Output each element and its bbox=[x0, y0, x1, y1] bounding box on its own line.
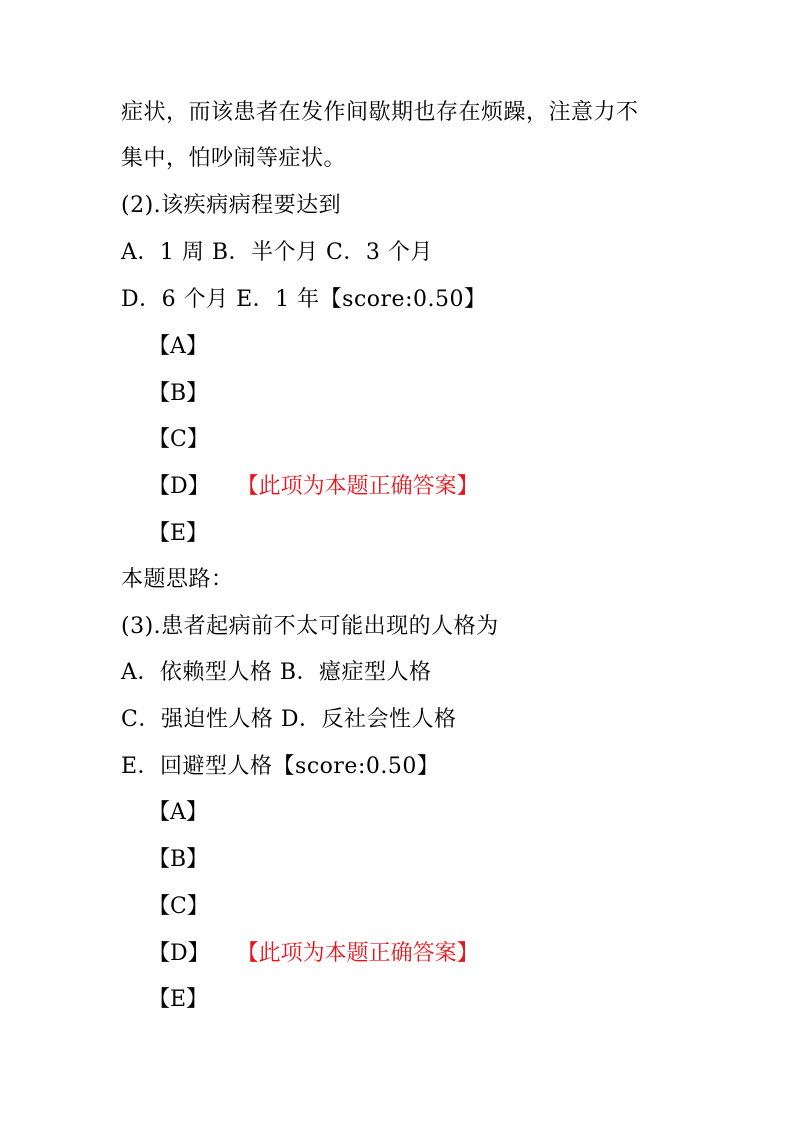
question-2-choice-e: 【E】 bbox=[148, 521, 209, 546]
question-2-choice-b: 【B】 bbox=[148, 381, 209, 406]
question-3-correct-marker: 【此项为本题正确答案】 bbox=[247, 941, 479, 966]
question-3-stem: (3).患者起病前不太可能出现的人格为 bbox=[121, 614, 499, 639]
question-3-options-line-2: C．强迫性人格 D．反社会性人格 bbox=[121, 707, 457, 732]
question-2-stem: (2).该疾病病程要达到 bbox=[121, 193, 342, 218]
question-3-options-line-3: E．回避型人格【score:0.50】 bbox=[121, 754, 440, 779]
question-3-choice-a: 【A】 bbox=[148, 800, 208, 825]
question-2-explanation-label: 本题思路： bbox=[121, 567, 234, 592]
question-2-options-line-1: A．1 周 B．半个月 C．3 个月 bbox=[121, 240, 433, 265]
question-2-correct-marker: 【此项为本题正确答案】 bbox=[247, 474, 479, 499]
question-2-choice-c: 【C】 bbox=[148, 427, 209, 452]
question-2-choice-a: 【A】 bbox=[148, 334, 208, 359]
question-3-choice-b: 【B】 bbox=[148, 847, 209, 872]
question-2-choice-d: 【D】 bbox=[148, 474, 210, 499]
question-2-options-line-2: D．6 个月 E．1 年【score:0.50】 bbox=[121, 287, 487, 312]
question-3-choice-e: 【E】 bbox=[148, 987, 209, 1012]
question-3-options-line-1: A．依赖型人格 B．癔症型人格 bbox=[121, 660, 432, 685]
question-3-choice-d: 【D】 bbox=[148, 941, 210, 966]
question-3-choice-c: 【C】 bbox=[148, 894, 209, 919]
intro-line-1: 症状，而该患者在发作间歇期也存在烦躁，注意力不 bbox=[121, 100, 639, 125]
question-2-choice-d-row bbox=[148, 473, 479, 501]
question-3-choice-d-row bbox=[148, 940, 479, 968]
intro-line-2: 集中，怕吵闹等症状。 bbox=[121, 146, 347, 171]
